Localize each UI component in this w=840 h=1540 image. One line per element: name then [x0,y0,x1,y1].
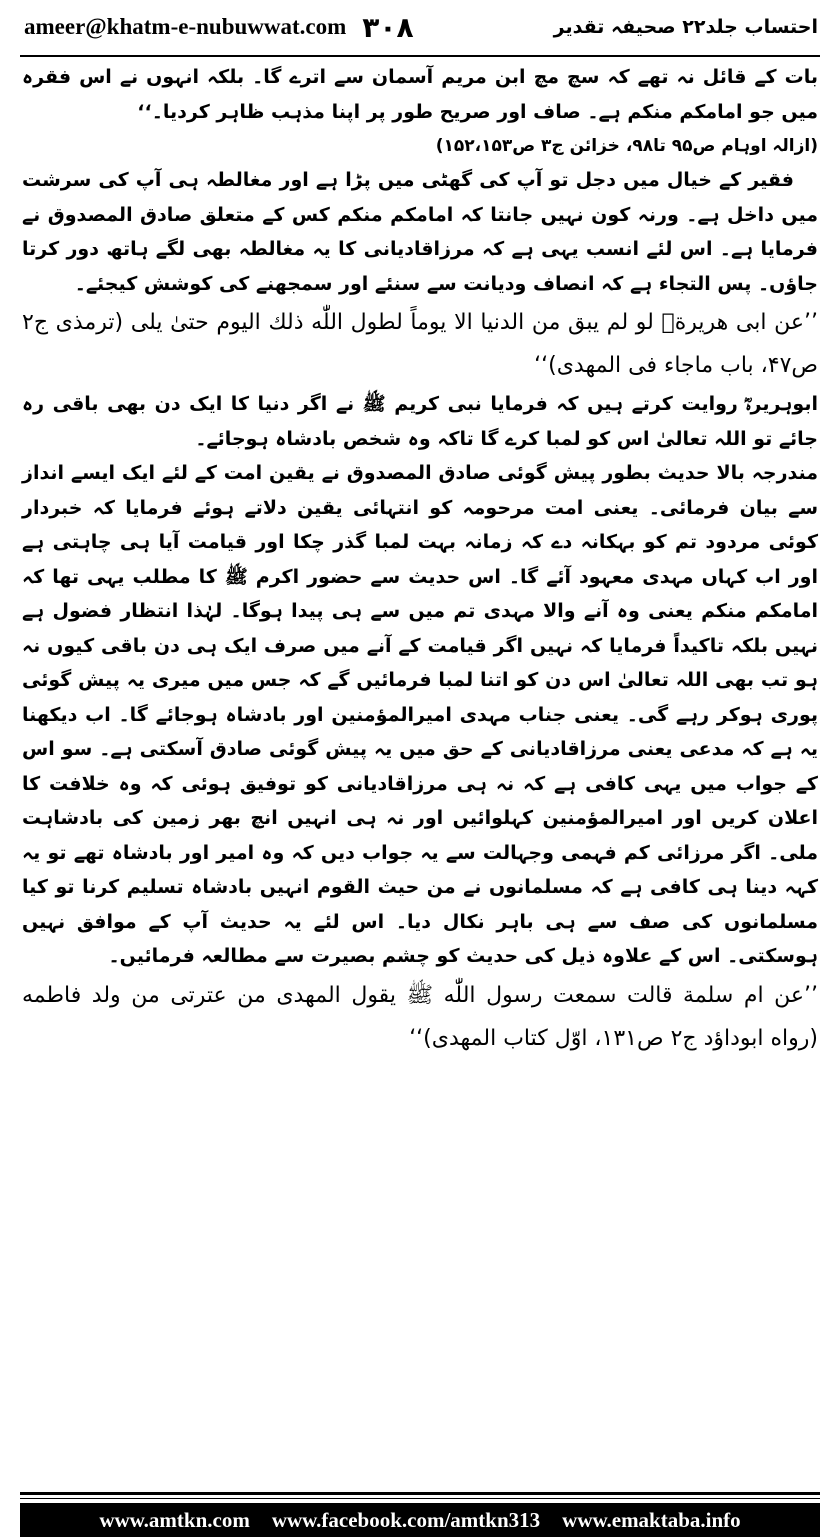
page-footer [20,1503,820,1537]
header-email: ameer@khatm-e-nubuwwat.com [24,14,347,39]
hadith-quote-2: ’’عن ام سلمة قالت سمعت رسول اللّٰه ﷺ یقول المهدی من عترتی من ولد فاطمه (رواه ابوداؤد ج۲ ص۱۳۱، اوّل کتاب المهدی)‘‘ [22,982,818,1051]
paragraph-2: فقیر کے خیال میں دجل تو آپ کی گھٹی میں پڑا ہے اور مغالطہ ہی آپ کی سرشت میں داخل ہے۔ ورنہ کون نہیں جانتا کہ امامکم منکم کس کے متعلق صادق المصدوق نے فرمایا ہے۔ اس لئے انسب یہی ہے کہ مرزاقادیانی کا یہ مغالطہ بھی لگے ہاتھ دور کرتا جاؤں۔ پس التجاء ہے کہ انصاف ودیانت سے سنئے اور سمجھنے کی کوشش کیجئے۔ [22,169,818,295]
paragraph-1: بات کے قائل نہ تھے کہ سچ مچ ابن مریم آسمان سے اترے گا۔ بلکہ انہوں نے اس فقرہ میں جو امامکم منکم ہے۔ صاف اور صریح طور پر اپنا مذہب ظاہر کردیا۔‘‘ [22,66,818,123]
page-body [22,60,818,1060]
reference-1: (ازالہ اوہام ص۹۵ تا۹۸، خزائن ج۳ ص۱۵۲،۱۵۳) [435,136,818,156]
footer-divider-thin [20,1498,820,1499]
paragraph-3: ابوہریرہؓ روایت کرتے ہیں کہ فرمایا نبی کریم ﷺ نے اگر دنیا کا ایک دن بھی باقی رہ جائے تو اللہ تعالیٰ اس کو لمبا کرے گا تاکہ وہ شخص بادشاہ ہوجائے۔ [22,393,818,450]
footer-divider [20,1492,820,1495]
paragraph-4: مندرجہ بالا حدیث بطور پیش گوئی صادق المصدوق نے یقین امت کے لئے ایک ایسے انداز سے بیان فرمائی۔ یعنی امت مرحومہ کو انتہائی یقین دلاتے ہوئے فرمایا کہ خبردار کوئی مردود تم کو بہکانہ دے کہ زمانہ بہت لمبا گذر چکا اور قیامت آیا ہی چاہتی ہے اور اب کہاں مہدی معہود آئے گا۔ اس حدیث سے حضور اکرم ﷺ کا مطلب یہی تھا کہ امامکم منکم یعنی وہ آنے والا مہدی تم میں سے ہی پیدا ہوگا۔ لہٰذا انتظار فضول ہے نہیں بلکہ تاکیداً فرمایا کہ نہیں اگر قیامت کے آنے میں صرف ایک ہی دن باقی کیوں نہ ہو تب بھی اللہ تعالیٰ اس دن کو اتنا لمبا فرمائیں گے کہ جس میں میری یہ پیش گوئی پوری ہوکر رہے گی۔ یعنی جناب مہدی امیرالمؤمنین اور بادشاہ ہوجائے گا۔ اب دیکھنا یہ ہے کہ مدعی یعنی مرزاقادیانی کے حق میں یہ پیش گوئی صادق آسکتی ہے۔ سو اس کے جواب میں یہی کافی ہے کہ نہ ہی مرزاقادیانی کو توفیق ہوئی کہ وہ خلافت کا اعلان کریں اور امیرالمؤمنین کہلوائیں اور نہ ہی انہیں انچ بھر زمین کی بادشاہت ملی۔ اگر مرزائی کم فہمی وجہالت سے یہ جواب دیں کہ وہ امیر اور بادشاہ تھے تو یہ کہہ دینا ہی کافی ہے کہ مسلمانوں نے من حیث القوم انہیں بادشاہ تسلیم کرنا تو کیا مسلمانوں کی صف سے ہی باہر نکال دیا۔ اس لئے یہ حدیث آپ کے موافق نہیں ہوسکتی۔ اس کے علاوہ ذیل کی حدیث کو چشم بصیرت سے مطالعہ فرمائیں۔ [22,462,818,967]
header-divider [20,55,820,57]
page-header [0,0,840,54]
header-left [24,11,414,44]
footer-link-amtkn[interactable]: www.amtkn.com [99,1507,250,1532]
page-number: ۳۰۸ [362,10,414,44]
book-title: احتساب جلد۲۲ صحیفہ تقدیر [553,16,818,38]
footer-link-emaktaba[interactable]: www.emaktaba.info [562,1507,741,1532]
hadith-quote-1: ’’عن ابی هریرةؓ لو لم یبق من الدنیا الا یوماً لطول اللّٰه ذلك الیوم حتیٰ یلی (ترمذی ج۲ ص۴۷، باب ماجاء فی المهدی)‘‘ [22,310,818,378]
footer-link-facebook[interactable]: www.facebook.com/amtkn313 [271,1507,541,1532]
